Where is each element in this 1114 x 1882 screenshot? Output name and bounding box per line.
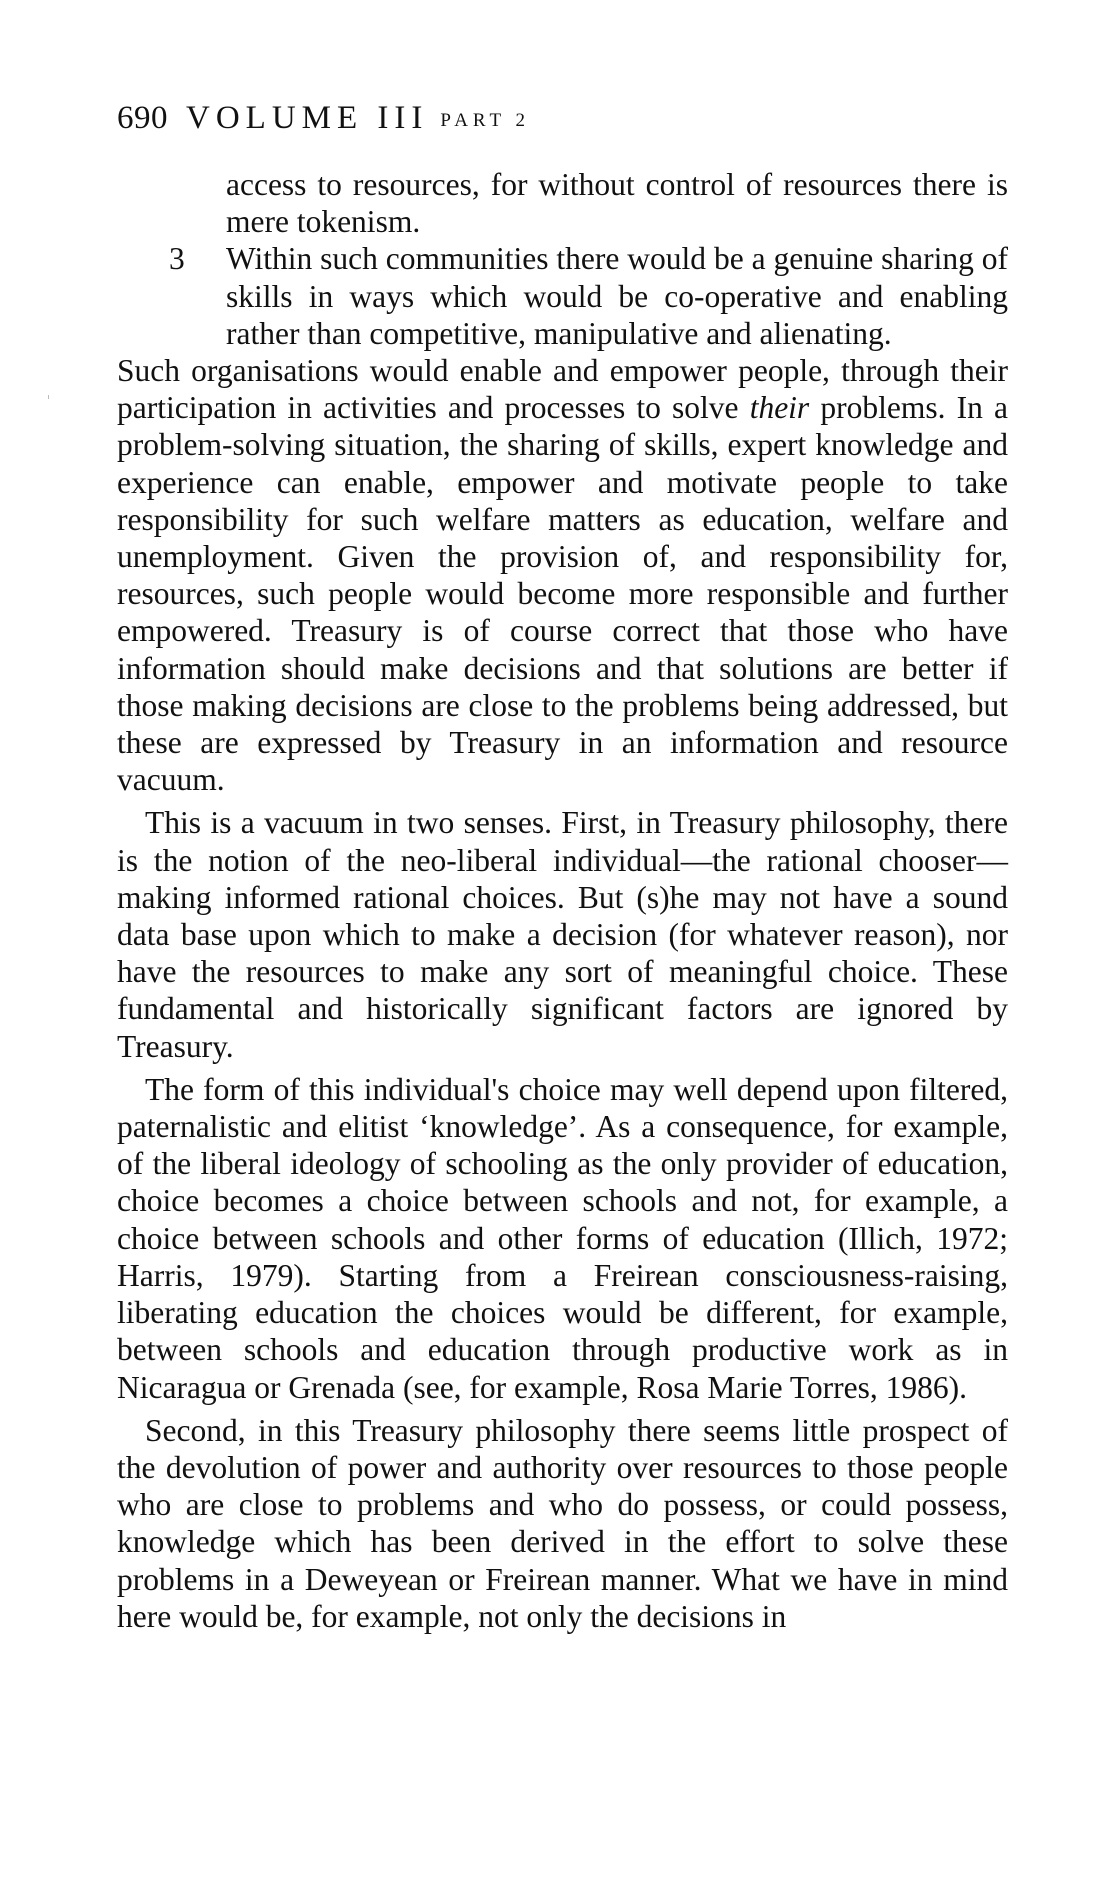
list-item-2-continuation-text: access to resources, for without control of resources there is mere tokenism. [226,167,1008,240]
paragraph-4: Second, in this Treasury philosophy there seems little prospect of the devolution of power and authority over resources to those people who are close to problems and who do possess, or could possess, knowledge which has been derived in the effort to solve these problems in a Deweyean or Freirean manner. What we have in mind here would be, for example, not only the decisions in [117,1412,1008,1634]
page-number: 690 [117,100,168,136]
list-item-2-continuation [117,166,1008,240]
volume-label: VOLUME III [186,100,429,136]
paragraph-1-text-a: Such organisations would enable and empower people, through their participation in activities and processes to solve [117,353,1008,426]
body-text [117,166,1008,1635]
paragraph-1-text-b: problems. In a problem-solving situation, the sharing of skills, expert knowledge and experience can enable, empower and motivate people to take responsibility for such welfare matters as education, welfare and unemployment. Given the provision of, and responsibility for, resources, such people would become more responsible and further empowered. Treasury is of course correct that those who have information should make decisions and that solutions are better if those making decisions are close to the problems being addressed, but these are expressed by Treasury in an information and resource vacuum. [117,390,1008,798]
part-label: PART 2 [440,110,530,131]
paragraph-1-italic: their [749,390,810,426]
margin-mark [48,395,49,399]
paragraph-1 [117,352,1008,798]
running-head [117,98,530,141]
list-item-3-text: Within such communities there would be a genuine sharing of skills in ways which would be co-operative and enabling rather than competitive, manipulative and alienating. [226,241,1008,351]
paragraph-2: This is a vacuum in two senses. First, in Treasury philosophy, there is the notion of the neo-liberal individual—the rational chooser—making informed rational choices. But (s)he may not have a sound data base upon which to make a decision (for whatever reason), nor have the resources to make any sort of meaningful choice. These fundamental and historically significant factors are ignored by Treasury. [117,805,1008,1064]
list-item-3 [117,240,1008,352]
list-item-3-number: 3 [169,241,185,277]
paragraph-3: The form of this individual's choice may well depend upon filtered, paternalistic and elitist ‘knowledge’. As a consequence, for example, of the liberal ideology of schooling as the only provider of education, choice becomes a choice between schools and not, for example, a choice between schools and other forms of education (Illich, 1972; Harris, 1979). Starting from a Freirean consciousness-raising, liberating education the choices would be different, for example, between schools and education through productive work as in Nicaragua or Grenada (see, for example, Rosa Marie Torres, 1986). [117,1071,1008,1405]
